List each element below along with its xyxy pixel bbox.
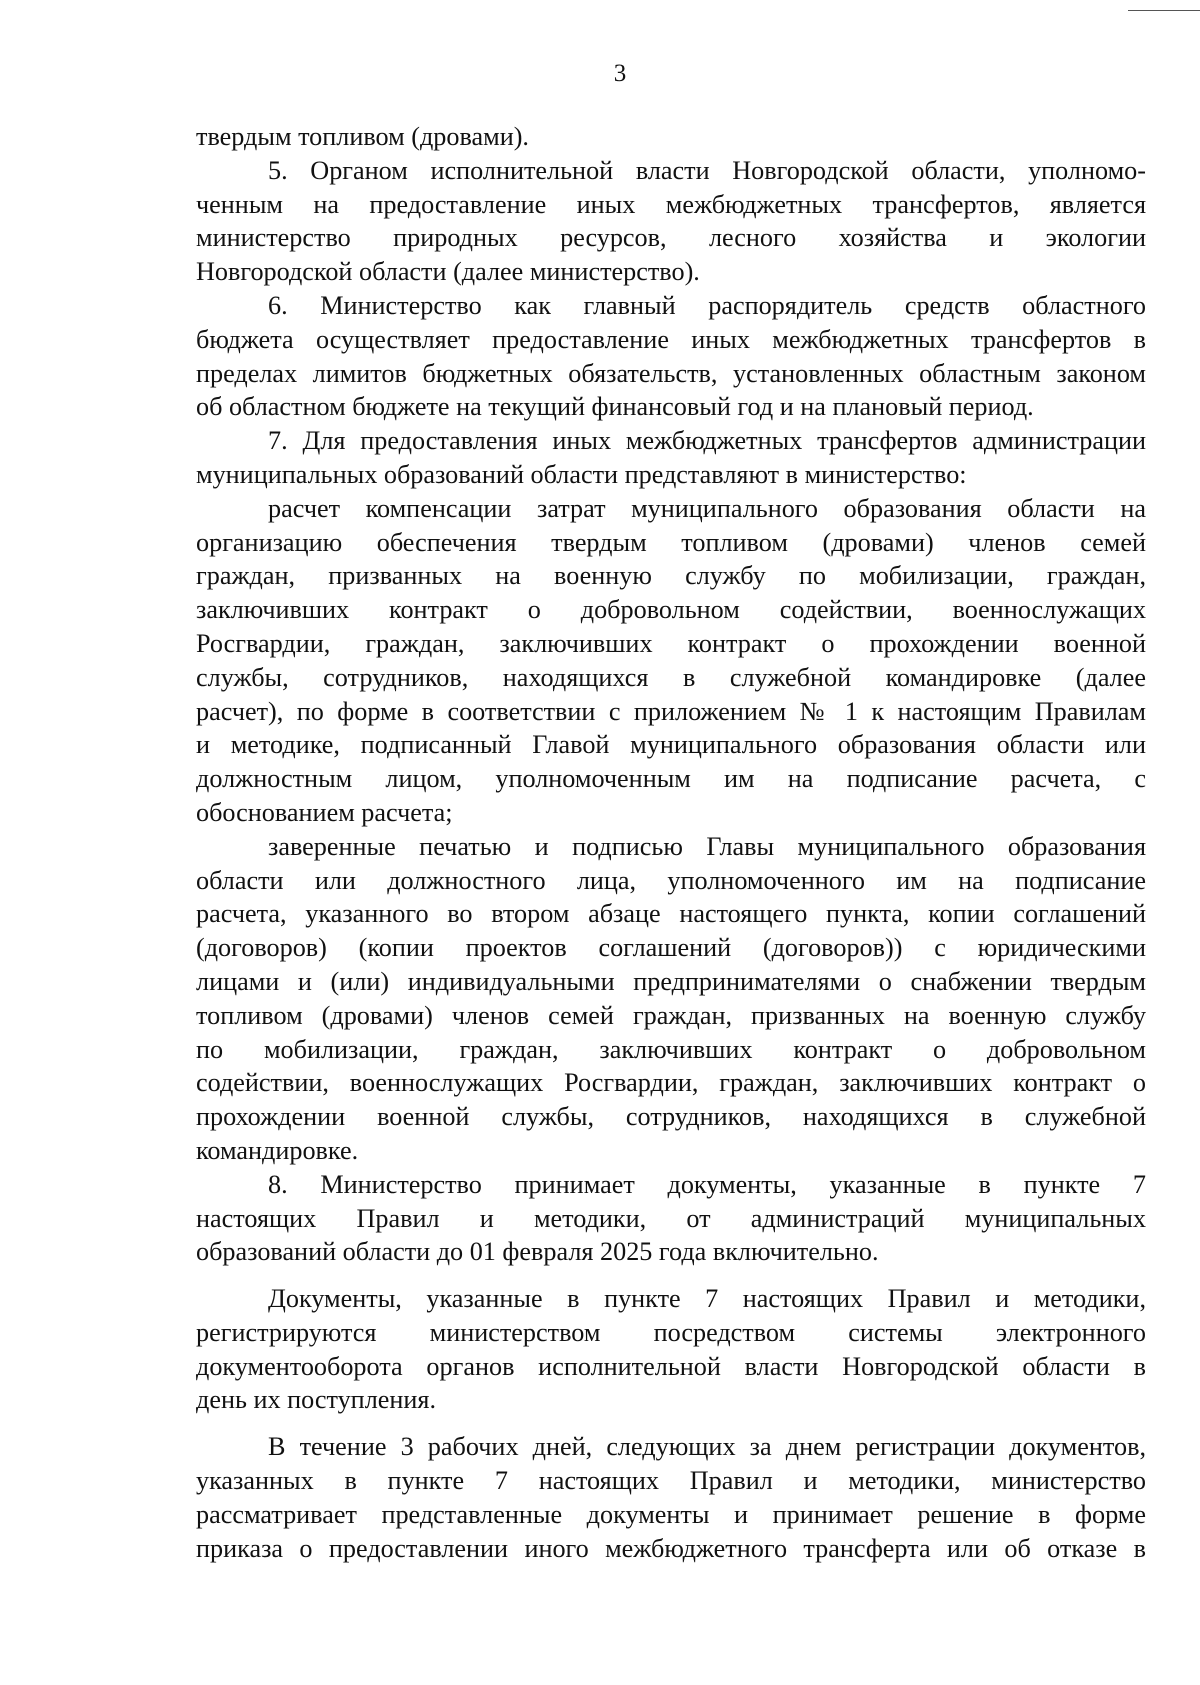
- paragraph-registration-line: Документы, указанные в пункте 7 настоящих Правил и методики,: [268, 1284, 1146, 1314]
- paragraph-review-line: В течение 3 рабочих дней, следующих за днем регистрации документов,: [268, 1432, 1146, 1462]
- text-line: организацию обеспечения твердым топливом (дровами) членов семей: [196, 527, 1146, 557]
- paragraph-5-line: 5. Органом исполнительной власти Новгородской области, уполномо-: [268, 155, 1146, 185]
- text-line: образований области до 01 февраля 2025 года включительно.: [196, 1237, 879, 1267]
- text-line: заключивших контракт о добровольном содействии, военнослужащих: [196, 595, 1146, 625]
- scan-edge-line: [1128, 10, 1200, 11]
- text-line: пределах лимитов бюджетных обязательств, установленных областным законом: [196, 358, 1146, 388]
- text-line: министерство природных ресурсов, лесного хозяйства и экологии: [196, 223, 1146, 253]
- text-line: твердым топливом (дровами).: [196, 122, 529, 151]
- text-line: Росгвардии, граждан, заключивших контракт о прохождении военной: [196, 628, 1146, 658]
- text-line: об областном бюджете на текущий финансовый год и на плановый период.: [196, 392, 1034, 422]
- text-line: лицами и (или) индивидуальными предпринимателями о снабжении твердым: [196, 966, 1146, 996]
- text-line: содействии, военнослужащих Росгвардии, граждан, заключивших контракт о: [196, 1068, 1146, 1098]
- page-number: 3: [613, 60, 627, 87]
- text-line: регистрируются министерством посредством системы электронного: [196, 1317, 1146, 1347]
- text-line: бюджета осуществляет предоставление иных межбюджетных трансфертов в: [196, 324, 1146, 354]
- paragraph-6-line: 6. Министерство как главный распорядитель средств областного: [268, 290, 1146, 320]
- text-line: командировке.: [196, 1135, 359, 1165]
- text-line: области или должностного лица, уполномоченного им на подписание: [196, 865, 1146, 895]
- text-line: прохождении военной службы, сотрудников, находящихся в служебной: [196, 1102, 1146, 1132]
- text-line: и методике, подписанный Главой муниципального образования области или: [196, 730, 1146, 760]
- text-line: ченным на предоставление иных межбюджетных трансфертов, является: [196, 189, 1146, 219]
- text-line: должностным лицом, уполномоченным им на подписание расчета, с: [196, 764, 1146, 794]
- text-line: топливом (дровами) членов семей граждан, призванных на военную службу: [196, 1000, 1146, 1030]
- paragraph-certified-copies-line: заверенные печатью и подписью Главы муниципального образования: [268, 831, 1146, 861]
- text-line: (договоров) (копии проектов соглашений (договоров)) с юридическими: [196, 933, 1146, 963]
- paragraph-calculation-line: расчет компенсации затрат муниципального образования области на: [268, 493, 1146, 523]
- document-body: [196, 120, 1146, 1565]
- text-line: расчет), по форме в соответствии с приложением № 1 к настоящим Правилам: [196, 696, 1146, 726]
- paragraph-8-line: 8. Министерство принимает документы, указанные в пункте 7: [268, 1169, 1146, 1199]
- text-line: обоснованием расчета;: [196, 797, 453, 827]
- paragraph-7-line: 7. Для предоставления иных межбюджетных трансфертов администрации: [268, 426, 1146, 456]
- text-line: граждан, призванных на военную службу по мобилизации, граждан,: [196, 561, 1146, 591]
- text-line: по мобилизации, граждан, заключивших контракт о добровольном: [196, 1034, 1146, 1064]
- text-line: документооборота органов исполнительной власти Новгородской области в: [196, 1351, 1146, 1381]
- text-line: приказа о предоставлении иного межбюджетного трансферта или об отказе в: [196, 1533, 1146, 1563]
- text-line: расчета, указанного во втором абзаце настоящего пункта, копии соглашений: [196, 899, 1146, 929]
- text-line: настоящих Правил и методики, от администраций муниципальных: [196, 1203, 1146, 1233]
- text-line: Новгородской области (далее министерство).: [196, 257, 700, 287]
- text-line: муниципальных образований области представляют в министерство:: [196, 459, 967, 489]
- text-line: указанных в пункте 7 настоящих Правил и методики, министерство: [196, 1466, 1146, 1496]
- text-line: службы, сотрудников, находящихся в служебной командировке (далее: [196, 662, 1146, 692]
- text-line: день их поступления.: [196, 1385, 437, 1415]
- text-line: рассматривает представленные документы и принимает решение в форме: [196, 1499, 1146, 1529]
